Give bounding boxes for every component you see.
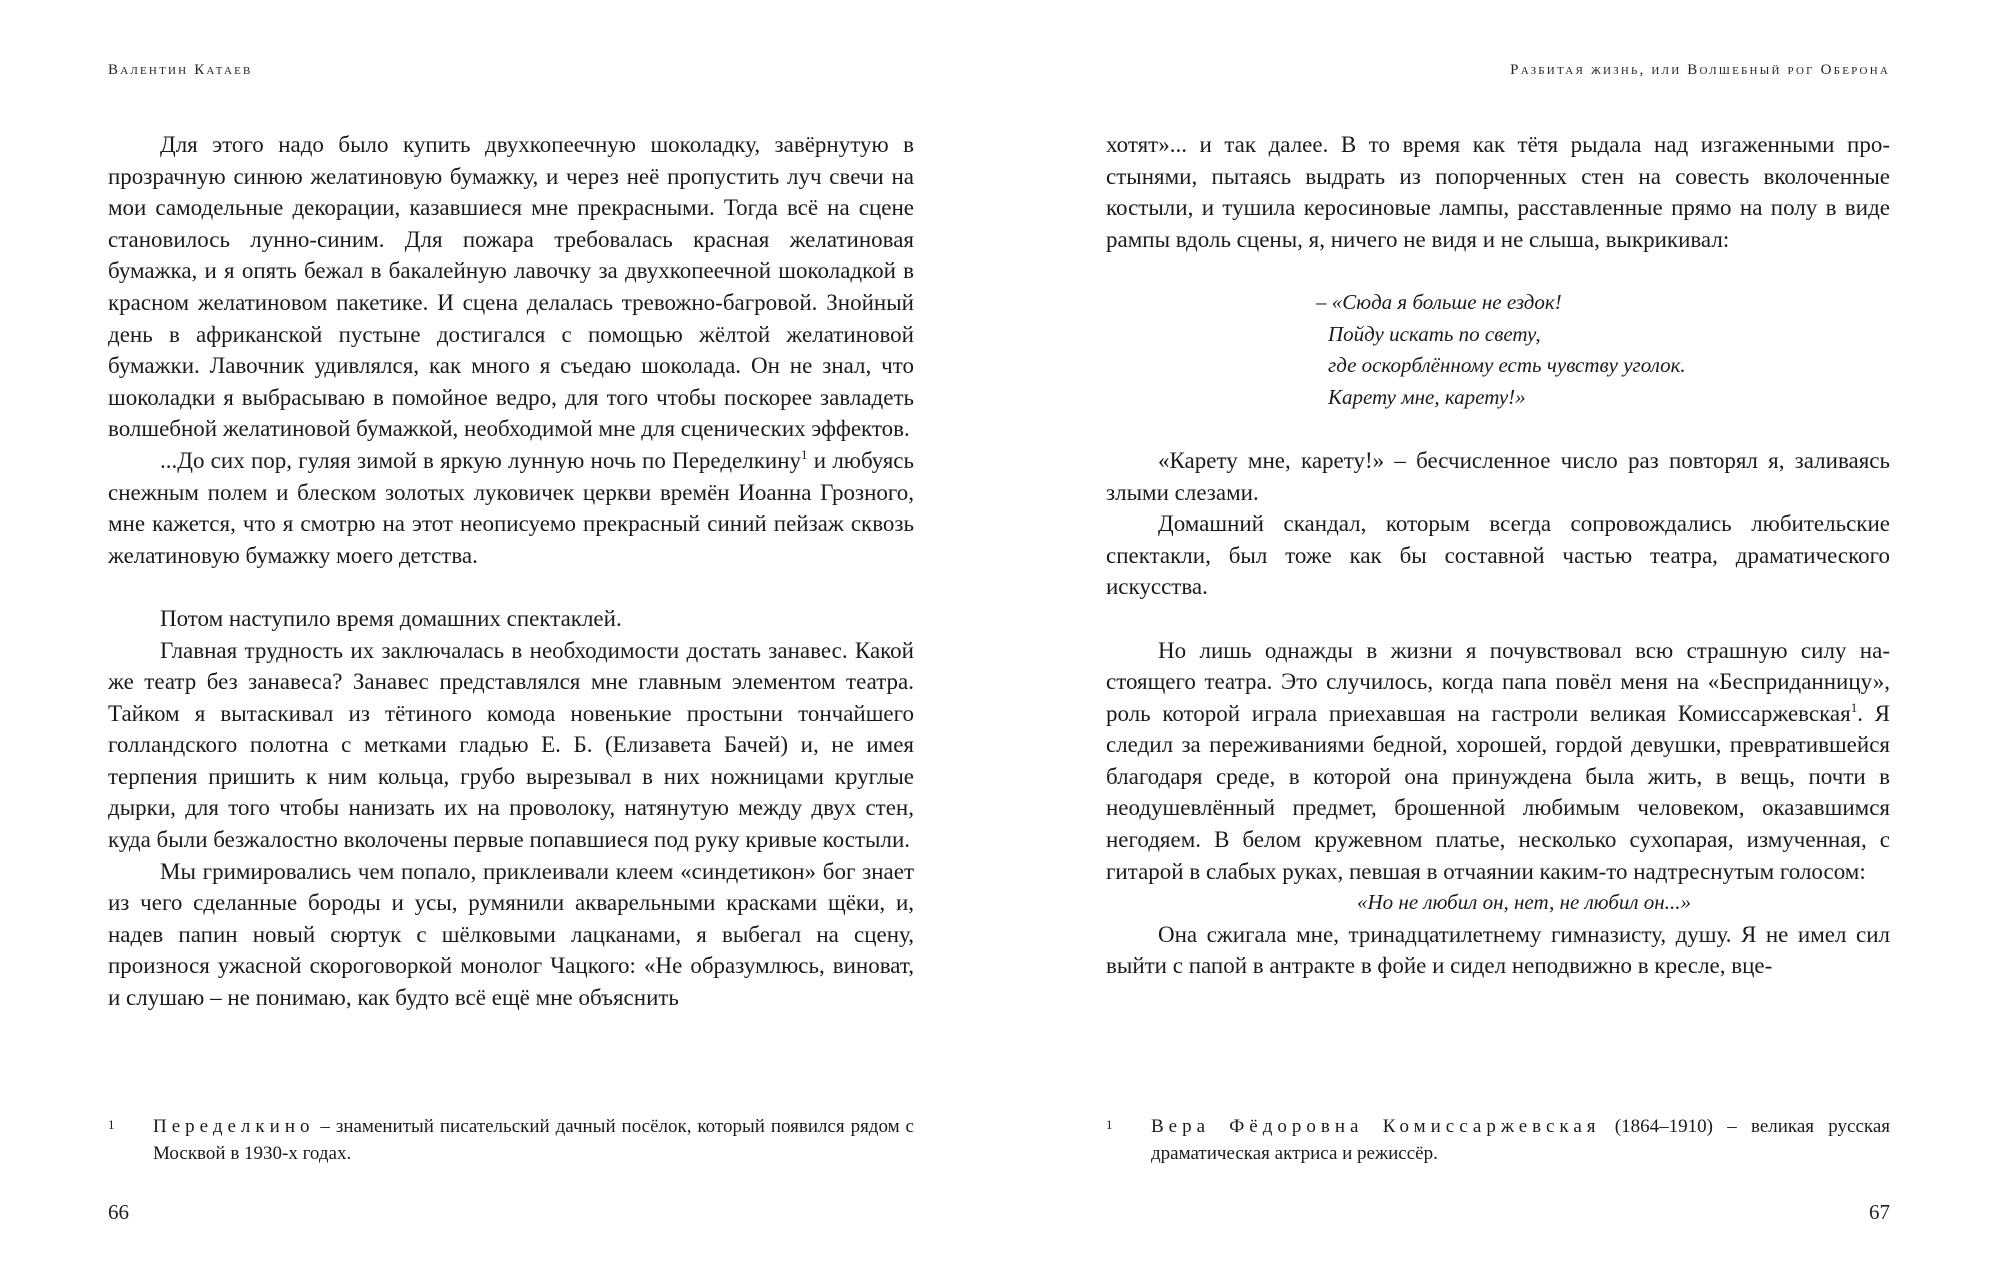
paragraph <box>108 445 914 571</box>
paragraph: хотят»... и так далее. В то время как тётя рыдала над изгаженными простынями, пытаясь выдрать из попорченных стен на совесть вколоченные костыли, и тушила керосиновые лампы, расставленные прямо на полу в виде рампы вдоль сцены, я, ничего не видя и не слыша, выкрикивал: <box>1106 132 1890 252</box>
paragraph: Она сжигала мне, тринадцатилетнему гимназисту, душу. Я не имел сил выйти с папой в антракте в фойе и сидел неподвижно в кресле, вце- <box>1106 921 1890 979</box>
running-head-title: Разбитая жизнь, или Волшебный рог Оберона <box>1510 62 1890 78</box>
paragraph: Домашний скандал, которым всегда сопровождались любительские спектакли, был тоже как бы составной частью театра, драматического искусства. <box>1106 511 1890 600</box>
paragraph-text: Но лишь однажды в жизни я почувствовал всю страшную силу настоящего театра. Это случилось, когда папа повёл меня на «Бесприданницу», роль которой играла приехавшая на гастроли великая Комиссаржевская <box>1106 637 1890 726</box>
footnote-term: Переделкино <box>153 1116 315 1137</box>
paragraph-continuation: и любуясь снежным полем и блеском золотых луковичек церкви времён Иоанна Грозного, мне кажется, что я смотрю на этот неописуемо прекрасный синий пейзаж сквозь желатиновую бумажку моего детства. <box>108 447 915 568</box>
verse-line: где оскорблённому есть чувству уголок. <box>1328 353 1686 378</box>
footnote-mark: 1 <box>108 1117 115 1132</box>
paragraph: Для этого надо было купить двухкопеечную шоколадку, завёрнутую в прозрачную синюю желатиновую бумажку, и через неё пропустить луч свечи на мои самодельные декорации, казавшиеся мне прекрасными. Тогда всё на сцене становилось лунно-синим. Для пожара требовалась красная желатиновая бумажка, и я опять бежал в бакалейную лавочку за двухкопеечной шоколадкой в красном желатиновом пакетике. И сцена делалась тревожно-багровой. Знойный день в африканской пустыне достигался с помощью жёлтой желатиновой бумажки. Лавочник удивлялся, как много я съедаю шоколада. Он не знал, что шоколадки я выбрасываю в помойное ведро, для того чтобы поскорее завладеть волшебной желатиновой бумажкой, необходимой мне для сценических эффектов. <box>108 132 914 442</box>
left-page <box>108 0 914 1281</box>
paragraph-text: ...До сих пор, гуляя зимой в яркую лунную ночь по Переделкину <box>160 447 802 473</box>
verse-line: Пойду искать по свету, <box>1328 321 1541 346</box>
left-page-body <box>108 129 914 1014</box>
footnote-term: Вера Фёдоровна Комиссаржевская <box>1151 1116 1601 1137</box>
footnote-reference[interactable]: 1 <box>801 446 808 462</box>
footnote <box>108 1113 914 1167</box>
song-quote: «Но не любил он, нет, не любил он...» <box>1357 890 1691 915</box>
footnote-reference[interactable]: 1 <box>1850 699 1858 715</box>
paragraph: Мы гримировались чем попало, приклеивали клеем «синдетикон» бог знает из чего сделанные бороды и усы, румянили акварельными красками щёки, и, надев папин новый сюртук с шёлковыми лацканами, я выбегал на сцену, произнося ужасной скороговоркой монолог Чацкого: «Не образумлюсь, виноват, и слушаю – не понимаю, как будто всё ещё мне объяснить <box>108 858 914 1011</box>
footnote <box>1106 1113 1890 1167</box>
right-page <box>1106 0 1890 1281</box>
verse-line: – «Сюда я больше не ездок! <box>1316 289 1562 314</box>
paragraph: Потом наступило время домашних спектаклей. <box>160 605 622 631</box>
running-head-author: Валентин Катаев <box>108 62 253 78</box>
paragraph <box>1106 635 1890 888</box>
paragraph: «Карету мне, карету!» – бесчисленное число раз повторял я, заливаясь злыми слезами. <box>1106 447 1890 505</box>
footnote-mark: 1 <box>1106 1117 1113 1132</box>
footnote-text: – знаменитый писательский дачный посёлок, который появился рядом с Москвой в 1930-х годах. <box>153 1116 914 1164</box>
paragraph-continuation: . Я следил за переживаниями бедной, хорошей, гордой девушки, превратившейся благодаря среде, в которой она принуждена была жить, в вещь, почти в неодушевлённый предмет, брошенной любимым человеком, оказавшимся негодяем. В белом кружевном платье, несколько сухопарая, измученная, с гитарой в слабых руках, певшая в отчаянии каким-то надтреснутым голосом: <box>1106 700 1891 884</box>
verse-quote <box>1106 287 1890 413</box>
paragraph: Главная трудность их заключалась в необходимости достать занавес. Какой же театр без занавеса? Занавес представлялся мне главным элементом театра. Тайком я вытаскивал из тётиного комода новенькие простыни тончайшего голландского полотна с метками гладью Е. Б. (Елизавета Бачей) и, не имея терпения пришить к ним кольца, грубо вырезывал в них ножницами круглые дырки, для того чтобы нанизать их на проволоку, натянутую между двух стен, куда были безжалостно вколочены первые попавшиеся под руку кривые костыли. <box>108 637 914 853</box>
page-number: 67 <box>1869 1200 1890 1224</box>
page-number: 66 <box>108 1200 129 1224</box>
right-page-body <box>1106 129 1890 982</box>
footnote-text: (1864–1910) – великая русская драматическая актриса и режиссёр. <box>1151 1116 1891 1164</box>
verse-line: Карету мне, карету!» <box>1328 384 1526 409</box>
